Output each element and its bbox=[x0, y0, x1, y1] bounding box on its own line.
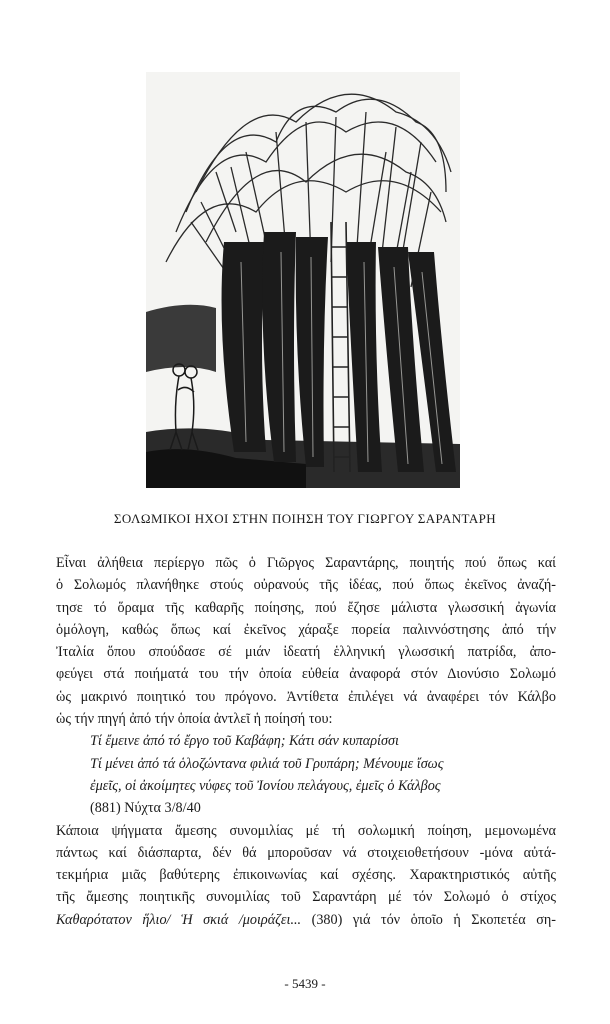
quote-line: ἐμεῖς, οἱ ἀκοίμητες νύφες τοῦ Ἰονίου πελάγους, ἐμεῖς ὁ Κάλβος bbox=[90, 777, 441, 794]
tree-drawing bbox=[146, 72, 460, 488]
paragraph-line: Κάποια ψήγματα ἄμεσης συνομιλίας μέ τή σολωμική ποίηση, μεμονωμένα bbox=[56, 822, 556, 839]
paragraph-line: τησε τό ὅραμα τῆς καθαρῆς ποίησης, πού ἔζησε μάλιστα γλωσσική ἀγωνία bbox=[56, 599, 556, 616]
paragraph-line: ὡς τήν πηγή ἀπό τήν ὁποία ἀντλεῖ ἡ ποίησή του: bbox=[56, 711, 333, 728]
paragraph-line-last bbox=[56, 909, 556, 931]
paragraph-line-rest: (380) γιά τόν ὁποῖο ἡ Σκοπετέα ση- bbox=[301, 911, 556, 928]
quote-line: Τί μένει ἀπό τά ὁλοζώντανα φιλιά τοῦ Γρυπάρη; Μένουμε ἴσως bbox=[90, 755, 444, 772]
quote-line: Τί ἔμεινε ἀπό τό ἔργο τοῦ Καβάφη; Κάτι σάν κυπαρίσσι bbox=[90, 733, 399, 750]
article-title: ΣΟΛΩΜΙΚΟΙ ΗΧΟΙ ΣΤΗΝ ΠΟΙΗΣΗ ΤΟΥ ΓΙΩΡΓΟΥ ΣΑΡΑΝΤΑΡΗ bbox=[113, 511, 497, 526]
paragraph-line: Ἰταλία ὅπου σπούδασε σέ μιάν ἰδεατή ἑλληνική γλωσσική πατρίδα, ἀπο- bbox=[56, 644, 556, 661]
verse-citation: Καθαρότατον ἥλιο/ Ἡ σκιά /μοιράζει... bbox=[56, 911, 302, 928]
paragraph-line: Εἶναι ἀλήθεια περίεργο πῶς ὁ Γιῶργος Σαραντάρης, ποιητής πού ὅπως καί bbox=[56, 555, 556, 571]
paragraph-line: ὁ Σολωμός πλανήθηκε στούς οὐρανούς τῆς ἰδέας, πού ὅπως ἐκεῖνος ἀναζή- bbox=[56, 577, 556, 594]
paragraph-line: τῆς ἄμεσης ποιητικῆς συνομιλίας τοῦ Σαραντάρη μέ τόν Σολωμό ὁ στίχος bbox=[56, 889, 556, 906]
paragraph-line: ὡς μακρινό ποιητικό του πρόγονο. Ἀντίθετα ἐπιλέγει νά ἀναφέρει τόν Κάλβο bbox=[56, 688, 556, 705]
paragraph-line: τεκμήρια μιᾶς βαθύτερης ἐπικοινωνίας καί σχέσης. Χαρακτηριστικός αὐτῆς bbox=[56, 867, 556, 884]
paragraph-line: φεύγει στά ποιήματά του τήν ὁποία εὐθεία ἀναφορά στόν Διονύσιο Σολωμό bbox=[56, 666, 556, 683]
quote-source: (881) Νύχτα 3/8/40 bbox=[90, 800, 201, 817]
tree-illustration bbox=[146, 72, 460, 488]
page-number: - 5439 - bbox=[284, 976, 326, 991]
paragraph-line: ὁμόλογη, καθώς ὅπως καί ἐκεῖνος χάραξε πορεία παλιννόστησης ἀπό τήν bbox=[56, 621, 556, 638]
article-body bbox=[56, 552, 556, 931]
paragraph-line: πάντως καί διάσπαρτα, δέν θά μποροῦσαν νά στοιχειοθετήσουν -μόνα αὐτά- bbox=[56, 844, 556, 861]
